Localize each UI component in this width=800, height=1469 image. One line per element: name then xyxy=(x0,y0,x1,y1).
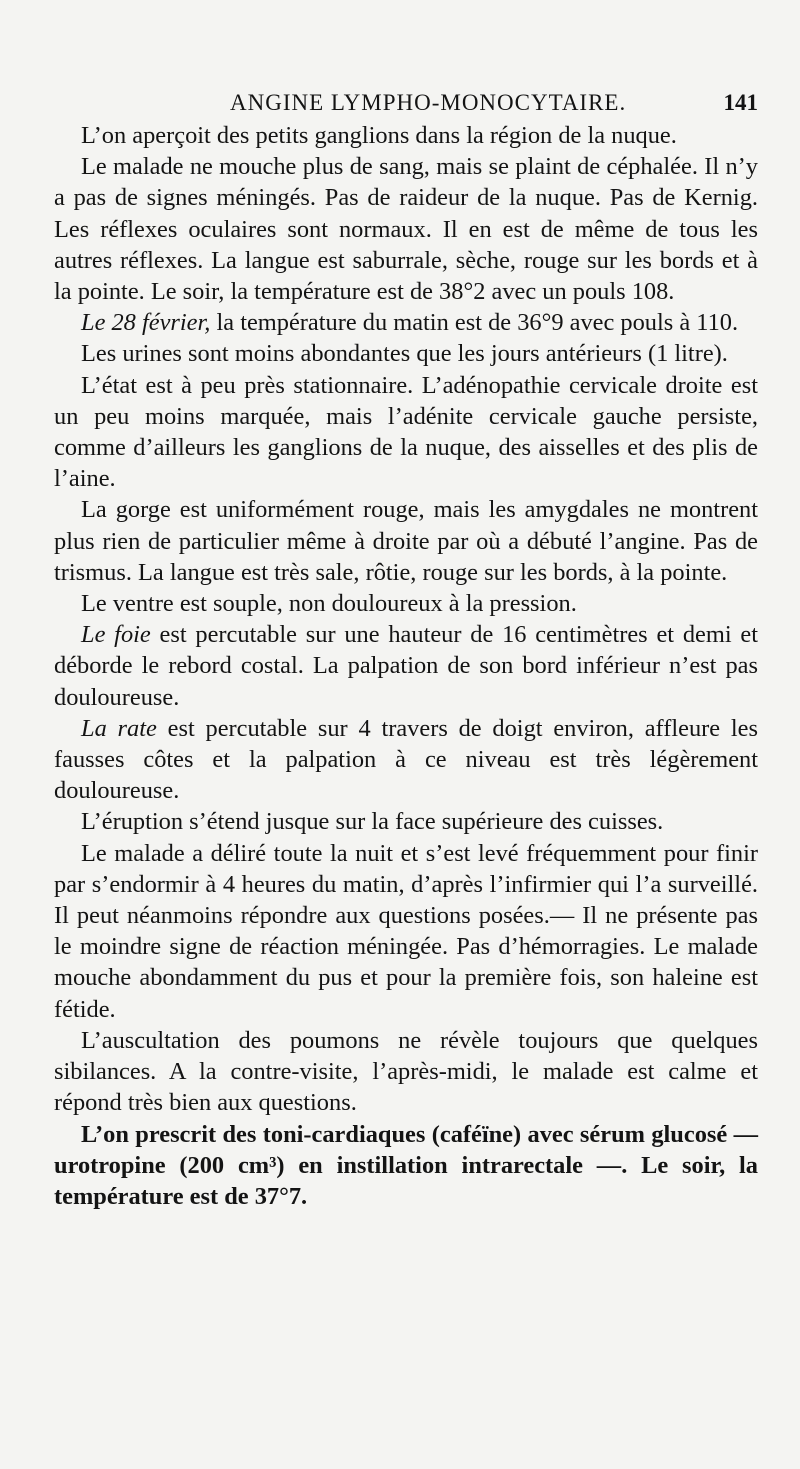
body-text xyxy=(54,120,758,1212)
paragraph: Le foie est percutable sur une hauteur de 16 centimètres et demi et déborde le rebord costal. La palpation de son bord inférieur n’est pas douloureuse. xyxy=(54,621,758,711)
paragraph: La rate est percutable sur 4 travers de doigt environ, affleure les fausses côtes et la palpation à ce niveau est très légèrement douloureuse. xyxy=(54,714,758,805)
date-lead: Le 28 février, xyxy=(81,309,211,337)
paragraph: L’éruption s’étend jusque sur la face supérieure des cuisses. xyxy=(81,808,664,836)
paragraph: Les urines sont moins abondantes que les jours antérieurs (1 litre). xyxy=(81,340,728,368)
paragraph: Le 28 février, la température du matin est de 36°9 avec pouls à 110. xyxy=(81,309,739,337)
paragraph: L’on aperçoit des petits ganglions dans la région de la nuque. xyxy=(81,122,677,149)
running-head xyxy=(54,80,758,120)
paragraph: L’auscultation des poumons ne révèle toujours que quelques sibilances. A la contre-visite, l’après-midi, le malade est calme et répond très bien aux questions. xyxy=(54,1026,758,1117)
paragraph: L’état est à peu près stationnaire. L’adénopathie cervicale droite est un peu moins marquée, mais l’adénite cervicale gauche persiste, comme d’ailleurs les ganglions de la nuque, des aisselles et des plis de l’aine. xyxy=(54,371,758,493)
organ-lead: Le foie xyxy=(81,621,151,649)
page-number: 141 xyxy=(723,90,758,115)
organ-lead: La rate xyxy=(81,714,157,742)
paragraph: Le ventre est souple, non douloureux à la pression. xyxy=(81,590,577,618)
paragraph: L’on prescrit des toni-cardiaques (caféïne) avec sérum glucosé — urotropine (200 cm³) en instillation intrarectale —. Le soir, la température est de 37°7. xyxy=(54,1120,758,1210)
paragraph: La gorge est uniformément rouge, mais les amygdales ne montrent plus rien de particulier même à droite par où a débuté l’angine. Pas de trismus. La langue est très sale, rôtie, rouge sur les bords, à la pointe. xyxy=(54,496,758,586)
paragraph: Le malade a déliré toute la nuit et s’est levé fréquemment pour finir par s’endormir à 4 heures du matin, d’après l’infirmier qui l’a surveillé. Il peut néanmoins répondre aux questions posées.— Il ne présente pas le moindre signe de réaction méningée. Pas d’hémorragies. Le malade mouche abondamment du pus et pour la première fois, son haleine est fétide. xyxy=(54,839,758,1023)
paragraph: Le malade ne mouche plus de sang, mais se plaint de céphalée. Il n’y a pas de signes méningés. Pas de raideur de la nuque. Pas de Kernig. Les réflexes oculaires sont normaux. Il en est de même de tous les autres réflexes. La langue est saburrale, sèche, rouge sur les bords et à la pointe. Le soir, la température est de 38°2 avec un pouls 108. xyxy=(54,153,758,306)
running-title: ANGINE LYMPHO-MONOCYTAIRE. xyxy=(230,90,627,115)
